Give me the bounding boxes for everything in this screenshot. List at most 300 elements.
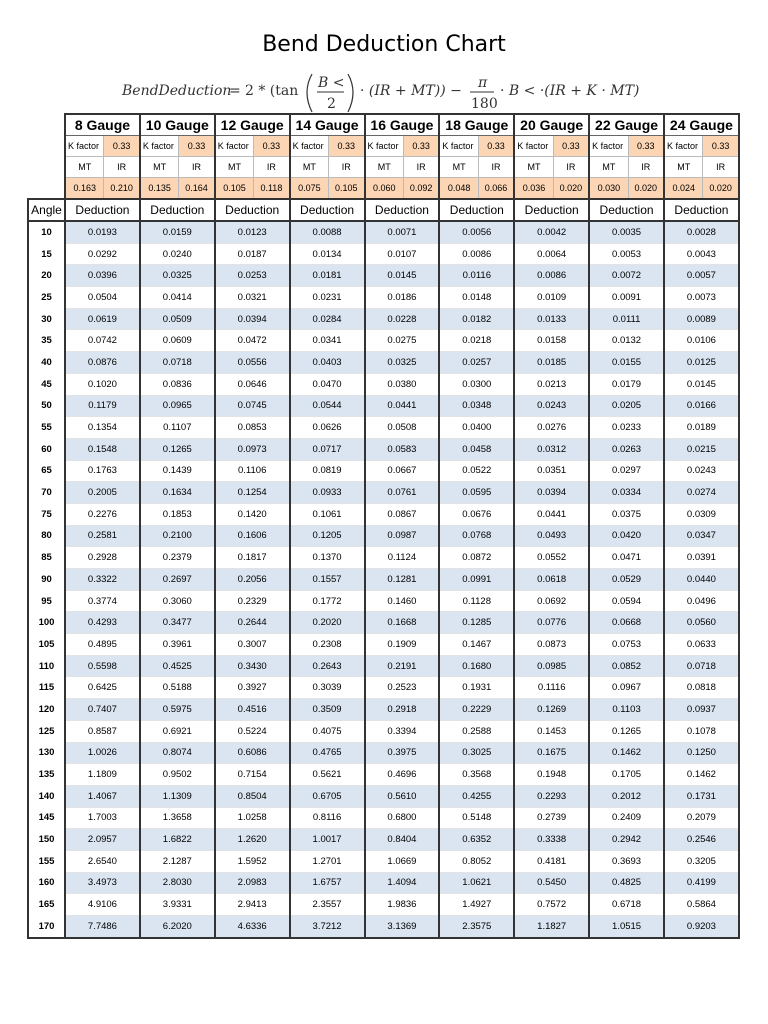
deduction-cell: 0.6425: [65, 677, 140, 699]
deduction-cell: 0.1462: [589, 742, 664, 764]
deduction-cell: 2.1287: [140, 850, 215, 872]
mt-label: MT: [439, 157, 478, 178]
deduction-cell: 0.0818: [664, 677, 739, 699]
column-header-row: [28, 199, 739, 221]
deduction-cell: 0.8052: [439, 850, 514, 872]
deduction-cell: 0.3509: [290, 699, 365, 721]
deduction-cell: 4.6336: [215, 916, 290, 938]
deduction-cell: 0.5610: [365, 785, 440, 807]
mt-label: MT: [290, 157, 329, 178]
deduction-cell: 0.4181: [514, 850, 589, 872]
deduction-cell: 0.2918: [365, 699, 440, 721]
deduction-cell: 0.2293: [514, 785, 589, 807]
ir-label: IR: [254, 157, 290, 178]
angle-cell: 75: [28, 503, 65, 525]
deduction-cell: 0.0522: [439, 460, 514, 482]
angle-cell: 55: [28, 417, 65, 439]
deduction-header: Deduction: [589, 199, 664, 221]
ir-value: 0.020: [703, 178, 739, 200]
table-row: [28, 243, 739, 265]
table-row: [28, 634, 739, 656]
angle-cell: 40: [28, 352, 65, 374]
angle-cell: 60: [28, 438, 65, 460]
deduction-cell: 0.1420: [215, 503, 290, 525]
deduction-cell: 0.1106: [215, 460, 290, 482]
angle-cell: 120: [28, 699, 65, 721]
deduction-cell: 0.4765: [290, 742, 365, 764]
angle-cell: 150: [28, 829, 65, 851]
deduction-cell: 0.5224: [215, 720, 290, 742]
deduction-cell: 0.9502: [140, 764, 215, 786]
table-row: [28, 894, 739, 916]
deduction-cell: 0.6800: [365, 807, 440, 829]
deduction-cell: 0.0348: [439, 395, 514, 417]
deduction-cell: 0.6086: [215, 742, 290, 764]
k-factor-label: K factor: [439, 136, 478, 157]
ir-value: 0.066: [478, 178, 514, 200]
deduction-cell: 0.3975: [365, 742, 440, 764]
k-factor-label: K factor: [215, 136, 254, 157]
deduction-cell: 0.2928: [65, 547, 140, 569]
table-row: [28, 308, 739, 330]
table-row: [28, 872, 739, 894]
deduction-cell: 0.1680: [439, 655, 514, 677]
angle-cell: 165: [28, 894, 65, 916]
deduction-header: Deduction: [664, 199, 739, 221]
angle-cell: 10: [28, 221, 65, 243]
formula-left-paren: [307, 74, 312, 112]
deduction-cell: 3.9331: [140, 894, 215, 916]
deduction-cell: 0.0375: [589, 503, 664, 525]
deduction-cell: 0.0768: [439, 525, 514, 547]
corner-blank: [28, 136, 65, 157]
angle-cell: 155: [28, 850, 65, 872]
corner-blank: [28, 157, 65, 178]
deduction-cell: 0.0158: [514, 330, 589, 352]
angle-cell: 130: [28, 742, 65, 764]
deduction-cell: 0.0321: [215, 287, 290, 309]
deduction-header: Deduction: [65, 199, 140, 221]
mt-label: MT: [589, 157, 628, 178]
deduction-cell: 0.2191: [365, 655, 440, 677]
table-row: [28, 590, 739, 612]
angle-cell: 135: [28, 764, 65, 786]
deduction-cell: 0.0852: [589, 655, 664, 677]
deduction-cell: 0.0618: [514, 569, 589, 591]
deduction-cell: 0.0556: [215, 352, 290, 374]
table-row: [28, 438, 739, 460]
deduction-cell: 0.4199: [664, 872, 739, 894]
deduction-cell: 0.1116: [514, 677, 589, 699]
corner-blank: [28, 114, 65, 136]
deduction-cell: 0.0325: [140, 265, 215, 287]
table-row: [28, 460, 739, 482]
deduction-cell: 0.0496: [664, 590, 739, 612]
deduction-cell: 0.1439: [140, 460, 215, 482]
deduction-cell: 0.0753: [589, 634, 664, 656]
deduction-cell: 0.4516: [215, 699, 290, 721]
table-row: [28, 569, 739, 591]
mt-label: MT: [514, 157, 553, 178]
deduction-header: Deduction: [215, 199, 290, 221]
deduction-cell: 0.0646: [215, 373, 290, 395]
deduction-cell: 0.0181: [290, 265, 365, 287]
deduction-cell: 0.1107: [140, 417, 215, 439]
deduction-cell: 0.2329: [215, 590, 290, 612]
deduction-header: Deduction: [365, 199, 440, 221]
deduction-cell: 0.2005: [65, 482, 140, 504]
deduction-cell: 0.2697: [140, 569, 215, 591]
deduction-cell: 0.0284: [290, 308, 365, 330]
deduction-cell: 0.0276: [514, 417, 589, 439]
deduction-cell: 0.1285: [439, 612, 514, 634]
deduction-cell: 0.0717: [290, 438, 365, 460]
angle-cell: 125: [28, 720, 65, 742]
table-row: [28, 916, 739, 938]
deduction-cell: 0.3007: [215, 634, 290, 656]
deduction-cell: 0.0186: [365, 287, 440, 309]
table-row: [28, 330, 739, 352]
deduction-cell: 0.8404: [365, 829, 440, 851]
deduction-header: Deduction: [140, 199, 215, 221]
ir-value: 0.092: [403, 178, 439, 200]
table-row: [28, 265, 739, 287]
deduction-cell: 0.0057: [664, 265, 739, 287]
deduction-cell: 0.5864: [664, 894, 739, 916]
deduction-cell: 0.0583: [365, 438, 440, 460]
deduction-cell: 0.6921: [140, 720, 215, 742]
gauge-name: 20 Gauge: [514, 114, 589, 136]
ir-value: 0.164: [179, 178, 215, 200]
deduction-cell: 0.0394: [215, 308, 290, 330]
deduction-cell: 0.0420: [589, 525, 664, 547]
deduction-cell: 0.2588: [439, 720, 514, 742]
ir-label: IR: [329, 157, 365, 178]
deduction-cell: 0.3927: [215, 677, 290, 699]
table-header: [28, 114, 739, 221]
angle-cell: 80: [28, 525, 65, 547]
k-factor-value: 0.33: [478, 136, 514, 157]
deduction-cell: 0.0529: [589, 569, 664, 591]
deduction-cell: 0.3961: [140, 634, 215, 656]
deduction-cell: 0.0676: [439, 503, 514, 525]
gauge-name: 18 Gauge: [439, 114, 514, 136]
angle-cell: 100: [28, 612, 65, 634]
deduction-cell: 0.3205: [664, 850, 739, 872]
deduction-cell: 0.0493: [514, 525, 589, 547]
deduction-cell: 0.0166: [664, 395, 739, 417]
deduction-cell: 0.0761: [365, 482, 440, 504]
deduction-cell: 0.1909: [365, 634, 440, 656]
deduction-cell: 3.7212: [290, 916, 365, 938]
deduction-cell: 0.0441: [514, 503, 589, 525]
deduction-cell: 0.7572: [514, 894, 589, 916]
deduction-cell: 0.2079: [664, 807, 739, 829]
mt-value: 0.060: [365, 178, 404, 200]
deduction-cell: 0.2409: [589, 807, 664, 829]
mt-value: 0.105: [215, 178, 254, 200]
deduction-cell: 0.0205: [589, 395, 664, 417]
deduction-cell: 0.5188: [140, 677, 215, 699]
deduction-cell: 0.4825: [589, 872, 664, 894]
angle-cell: 90: [28, 569, 65, 591]
angle-cell: 140: [28, 785, 65, 807]
deduction-cell: 0.0414: [140, 287, 215, 309]
deduction-cell: 0.1763: [65, 460, 140, 482]
deduction-cell: 0.0312: [514, 438, 589, 460]
deduction-cell: 1.1309: [140, 785, 215, 807]
deduction-cell: 0.0619: [65, 308, 140, 330]
deduction-cell: 0.2229: [439, 699, 514, 721]
table-row: [28, 612, 739, 634]
table-row: [28, 677, 739, 699]
deduction-cell: 0.1462: [664, 764, 739, 786]
deduction-cell: 0.0347: [664, 525, 739, 547]
formula-right-paren: [348, 74, 353, 112]
deduction-cell: 0.0086: [439, 243, 514, 265]
deduction-cell: 0.0155: [589, 352, 664, 374]
k-factor-label: K factor: [290, 136, 329, 157]
deduction-cell: 0.0876: [65, 352, 140, 374]
table-row: [28, 764, 739, 786]
deduction-cell: 0.0043: [664, 243, 739, 265]
deduction-cell: 0.0035: [589, 221, 664, 243]
table-row: [28, 699, 739, 721]
table-row: [28, 720, 739, 742]
deduction-cell: 0.0853: [215, 417, 290, 439]
deduction-cell: 0.1668: [365, 612, 440, 634]
deduction-cell: 0.3568: [439, 764, 514, 786]
deduction-cell: 0.2100: [140, 525, 215, 547]
angle-cell: 65: [28, 460, 65, 482]
ir-value: 0.020: [628, 178, 664, 200]
deduction-cell: 1.2620: [215, 829, 290, 851]
deduction-cell: 0.4895: [65, 634, 140, 656]
deduction-cell: 1.1827: [514, 916, 589, 938]
deduction-cell: 0.0187: [215, 243, 290, 265]
deduction-cell: 0.9203: [664, 916, 739, 938]
table-row: [28, 373, 739, 395]
gauge-name: 10 Gauge: [140, 114, 215, 136]
deduction-cell: 0.2020: [290, 612, 365, 634]
deduction-cell: 0.0504: [65, 287, 140, 309]
deduction-cell: 0.0109: [514, 287, 589, 309]
deduction-cell: 0.1460: [365, 590, 440, 612]
ir-value: 0.118: [254, 178, 290, 200]
deduction-cell: 0.0228: [365, 308, 440, 330]
deduction-cell: 0.0508: [365, 417, 440, 439]
page-title: Bend Deduction Chart: [262, 32, 506, 57]
deduction-cell: 0.3477: [140, 612, 215, 634]
deduction-cell: 1.7003: [65, 807, 140, 829]
deduction-cell: 0.0692: [514, 590, 589, 612]
deduction-cell: 0.0213: [514, 373, 589, 395]
deduction-cell: 0.0145: [365, 265, 440, 287]
formula-pi-num: π: [478, 75, 488, 91]
deduction-cell: 0.0243: [514, 395, 589, 417]
deduction-cell: 0.0341: [290, 330, 365, 352]
deduction-cell: 0.5975: [140, 699, 215, 721]
bend-deduction-formula: [0, 70, 768, 116]
deduction-cell: 0.0633: [664, 634, 739, 656]
formula-equals: =: [229, 83, 241, 99]
deduction-cell: 0.0215: [664, 438, 739, 460]
deduction-cell: 0.0836: [140, 373, 215, 395]
deduction-cell: 0.0394: [514, 482, 589, 504]
deduction-cell: 3.1369: [365, 916, 440, 938]
mt-value: 0.030: [589, 178, 628, 200]
deduction-cell: 0.0292: [65, 243, 140, 265]
deduction-cell: 0.0179: [589, 373, 664, 395]
deduction-cell: 0.0275: [365, 330, 440, 352]
formula-coef: 2 * (tan: [245, 83, 299, 99]
deduction-cell: 0.0233: [589, 417, 664, 439]
gauge-name: 14 Gauge: [290, 114, 365, 136]
deduction-cell: 0.0300: [439, 373, 514, 395]
angle-cell: 145: [28, 807, 65, 829]
angle-cell: 15: [28, 243, 65, 265]
deduction-cell: 0.0240: [140, 243, 215, 265]
table-row: [28, 742, 739, 764]
angle-cell: 25: [28, 287, 65, 309]
deduction-cell: 0.0325: [365, 352, 440, 374]
deduction-cell: 1.5952: [215, 850, 290, 872]
angle-header: Angle: [28, 199, 65, 221]
deduction-cell: 0.3025: [439, 742, 514, 764]
formula-mid: · (IR + MT)) −: [360, 83, 462, 99]
deduction-cell: 1.4927: [439, 894, 514, 916]
deduction-cell: 0.1817: [215, 547, 290, 569]
deduction-cell: 0.0145: [664, 373, 739, 395]
deduction-cell: 0.0742: [65, 330, 140, 352]
deduction-cell: 0.0072: [589, 265, 664, 287]
deduction-cell: 0.0064: [514, 243, 589, 265]
table-row: [28, 807, 739, 829]
k-factor-label: K factor: [664, 136, 703, 157]
deduction-cell: 1.0621: [439, 872, 514, 894]
deduction-cell: 1.0017: [290, 829, 365, 851]
deduction-cell: 0.3039: [290, 677, 365, 699]
k-factor-label: K factor: [65, 136, 104, 157]
deduction-cell: 0.0400: [439, 417, 514, 439]
deduction-cell: 0.2308: [290, 634, 365, 656]
formula-frac-den: 2: [327, 96, 336, 112]
deduction-cell: 0.0123: [215, 221, 290, 243]
deduction-cell: 3.4973: [65, 872, 140, 894]
deduction-cell: 0.0776: [514, 612, 589, 634]
gauge-name: 24 Gauge: [664, 114, 739, 136]
deduction-cell: 0.4525: [140, 655, 215, 677]
deduction-cell: 0.0086: [514, 265, 589, 287]
angle-cell: 45: [28, 373, 65, 395]
ir-label: IR: [628, 157, 664, 178]
ir-value: 0.105: [329, 178, 365, 200]
deduction-cell: 0.1124: [365, 547, 440, 569]
deduction-cell: 0.1634: [140, 482, 215, 504]
deduction-cell: 0.0987: [365, 525, 440, 547]
deduction-cell: 0.0159: [140, 221, 215, 243]
deduction-cell: 0.1281: [365, 569, 440, 591]
deduction-cell: 0.0985: [514, 655, 589, 677]
deduction-cell: 0.1370: [290, 547, 365, 569]
deduction-cell: 0.1731: [664, 785, 739, 807]
k-factor-value: 0.33: [104, 136, 140, 157]
deduction-cell: 1.3658: [140, 807, 215, 829]
deduction-cell: 0.8504: [215, 785, 290, 807]
mt-label: MT: [140, 157, 179, 178]
deduction-cell: 0.1078: [664, 720, 739, 742]
deduction-cell: 0.2523: [365, 677, 440, 699]
ir-label: IR: [478, 157, 514, 178]
deduction-cell: 0.2581: [65, 525, 140, 547]
k-factor-label: K factor: [140, 136, 179, 157]
deduction-cell: 0.0088: [290, 221, 365, 243]
deduction-cell: 0.3774: [65, 590, 140, 612]
deduction-cell: 1.0258: [215, 807, 290, 829]
deduction-cell: 0.1128: [439, 590, 514, 612]
deduction-cell: 0.1250: [664, 742, 739, 764]
k-factor-value: 0.33: [553, 136, 589, 157]
deduction-cell: 0.1354: [65, 417, 140, 439]
deduction-cell: 0.6705: [290, 785, 365, 807]
table-row: [28, 829, 739, 851]
gauge-name: 8 Gauge: [65, 114, 140, 136]
deduction-cell: 0.4293: [65, 612, 140, 634]
deduction-cell: 0.0867: [365, 503, 440, 525]
deduction-cell: 0.0991: [439, 569, 514, 591]
deduction-cell: 0.1269: [514, 699, 589, 721]
mt-label: MT: [65, 157, 104, 178]
angle-cell: 85: [28, 547, 65, 569]
deduction-cell: 1.4067: [65, 785, 140, 807]
deduction-cell: 0.0718: [664, 655, 739, 677]
deduction-cell: 0.0182: [439, 308, 514, 330]
deduction-cell: 0.0668: [589, 612, 664, 634]
bend-deduction-table: [27, 113, 740, 939]
deduction-cell: 0.0933: [290, 482, 365, 504]
mt-value: 0.024: [664, 178, 703, 200]
deduction-cell: 1.9836: [365, 894, 440, 916]
table-row: [28, 482, 739, 504]
mt-ir-label-row: [28, 157, 739, 178]
deduction-cell: 0.0718: [140, 352, 215, 374]
deduction-cell: 2.0983: [215, 872, 290, 894]
ir-value: 0.020: [553, 178, 589, 200]
formula-rhs: · B < ·(IR + K · MT): [500, 83, 640, 99]
gauge-name: 22 Gauge: [589, 114, 664, 136]
table-row: [28, 785, 739, 807]
deduction-cell: 0.3430: [215, 655, 290, 677]
formula-lhs: BendDeduction: [122, 83, 232, 99]
angle-cell: 170: [28, 916, 65, 938]
deduction-cell: 0.0189: [664, 417, 739, 439]
deduction-cell: 2.9413: [215, 894, 290, 916]
table-row: [28, 850, 739, 872]
deduction-cell: 0.0274: [664, 482, 739, 504]
deduction-cell: 0.1020: [65, 373, 140, 395]
deduction-cell: 0.0056: [439, 221, 514, 243]
k-factor-label: K factor: [514, 136, 553, 157]
deduction-cell: 0.1061: [290, 503, 365, 525]
angle-cell: 20: [28, 265, 65, 287]
deduction-cell: 0.1772: [290, 590, 365, 612]
deduction-cell: 0.7154: [215, 764, 290, 786]
deduction-cell: 2.0957: [65, 829, 140, 851]
table-row: [28, 547, 739, 569]
deduction-cell: 0.0231: [290, 287, 365, 309]
deduction-cell: 0.0053: [589, 243, 664, 265]
deduction-cell: 0.1948: [514, 764, 589, 786]
